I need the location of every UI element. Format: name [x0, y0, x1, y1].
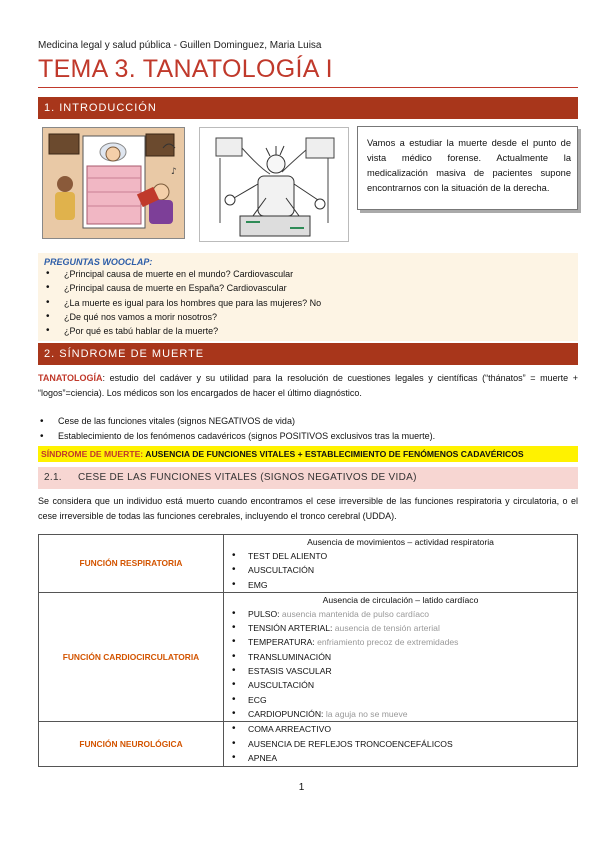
- table-row: [39, 535, 578, 593]
- tanatologia-term: TANATOLOGÍA: [38, 373, 103, 383]
- wooclap-question: • ¿Por qué es tabú hablar de la muerte?: [44, 324, 572, 338]
- deathbed-home-drawing: [43, 128, 184, 238]
- medicalized-patient-drawing: [200, 128, 348, 241]
- list-item: • PULSO: ausencia mantenida de pulso cardíaco: [224, 607, 577, 621]
- subsection-title: CESE DE LAS FUNCIONES VITALES (SIGNOS NEGATIVOS DE VIDA): [78, 472, 417, 483]
- tanatologia-text: : estudio del cadáver y su utilidad para la resolución de cuestiones legales y científicas (“thánatos” = muerte + “logos”=ciencia). Los médicos son los encargados de hacer el último diagnóstico.: [38, 373, 578, 398]
- list-item: • AUSCULTACIÓN: [224, 563, 577, 577]
- section-heading-sindrome-de-muerte: 2. SÍNDROME DE MUERTE: [38, 343, 578, 365]
- list-item: • ECG: [224, 693, 577, 707]
- list-item: • COMA ARREACTIVO: [224, 722, 577, 736]
- function-subheading: Ausencia de circulación – latido cardíaco: [322, 594, 479, 605]
- wooclap-question: • ¿Principal causa de muerte en el mundo? Cardiovascular: [44, 267, 572, 281]
- wooclap-question: • ¿De qué nos vamos a morir nosotros?: [44, 310, 572, 324]
- list-item: • TENSIÓN ARTERIAL: ausencia de tensión arterial: [224, 621, 577, 635]
- table-row: [39, 722, 578, 767]
- wooclap-title: PREGUNTAS WOOCLAP:: [44, 257, 153, 267]
- wooclap-question: • ¿La muerte es igual para los hombres que para las mujeres? No: [44, 296, 572, 310]
- syndrome-bullet: • Establecimiento de los fenómenos cadavéricos (signos POSITIVOS exclusivos tras la muerte).: [38, 429, 578, 444]
- vital-functions-table: [38, 534, 578, 767]
- wooclap-question: • ¿Principal causa de muerte en España? Cardiovascular: [44, 281, 572, 295]
- function-details-respiratoria: [224, 535, 578, 593]
- function-name-cardiocirculatoria: FUNCIÓN CARDIOCIRCULATORIA: [39, 592, 224, 721]
- list-item: • AUSCULTACIÓN: [224, 678, 577, 692]
- title-rule: [38, 87, 578, 88]
- syndrome-bullet-list: [38, 414, 578, 444]
- syndrome-highlight-label: SÍNDROME DE MUERTE:: [41, 449, 144, 459]
- list-item: • EMG: [224, 578, 577, 592]
- syndrome-highlight-text: AUSENCIA DE FUNCIONES VITALES + ESTABLECIMIENTO DE FENÓMENOS CADAVÉRICOS: [143, 449, 524, 459]
- illustration-deathbed-home: [42, 127, 185, 239]
- subsection-heading-cese-funciones: [38, 467, 578, 489]
- intro-callout: Vamos a estudiar la muerte desde el punto de vista médico forense. Actualmente la medicalización masiva de pacientes supone encontrarnos con la situación de la derecha.: [357, 126, 578, 210]
- function-details-cardiocirculatoria: [224, 592, 578, 721]
- list-item: • CARDIOPUNCIÓN: la aguja no se mueve: [224, 707, 577, 721]
- function-name-respiratoria: FUNCIÓN RESPIRATORIA: [39, 535, 224, 593]
- illustration-medicalized-patient: [199, 127, 349, 242]
- wooclap-questions-box: [38, 253, 578, 341]
- list-item: • TEST DEL ALIENTO: [224, 549, 577, 563]
- syndrome-highlight: [38, 446, 578, 462]
- table-row: [39, 592, 578, 721]
- list-item: • AUSENCIA DE REFLEJOS TRONCOENCEFÁLICOS: [224, 737, 577, 751]
- subsection-number: 2.1.: [44, 472, 62, 483]
- syndrome-bullet: • Cese de las funciones vitales (signos NEGATIVOS de vida): [38, 414, 578, 429]
- svg-text:♪: ♪: [171, 167, 177, 177]
- tanatologia-definition: [38, 371, 578, 401]
- section-heading-introduccion: 1. INTRODUCCIÓN: [38, 97, 578, 119]
- list-item: • ESTASIS VASCULAR: [224, 664, 577, 678]
- function-details-neurologica: [224, 722, 578, 767]
- function-subheading: Ausencia de movimientos – actividad respiratoria: [307, 537, 494, 547]
- list-item: • APNEA: [224, 751, 577, 765]
- death-criteria-paragraph: Se considera que un individuo está muerto cuando encontramos el cese irreversible de las funciones respiratoria y circulatoria, o el cese irreversible de todas las funciones cerebrales, incluyendo el tronco cerebral (UDDA).: [38, 496, 578, 521]
- page-number: 1: [298, 782, 305, 793]
- wooclap-question-list: [44, 267, 572, 338]
- list-item: • TRANSLUMINACIÓN: [224, 650, 577, 664]
- list-item: • TEMPERATURA: enfriamiento precoz de extremidades: [224, 635, 577, 649]
- function-name-neurologica: FUNCIÓN NEUROLÓGICA: [39, 722, 224, 767]
- document-header: Medicina legal y salud pública - Guillen Dominguez, Maria Luisa: [38, 40, 322, 51]
- page-title: TEMA 3. TANATOLOGÍA I: [38, 55, 333, 83]
